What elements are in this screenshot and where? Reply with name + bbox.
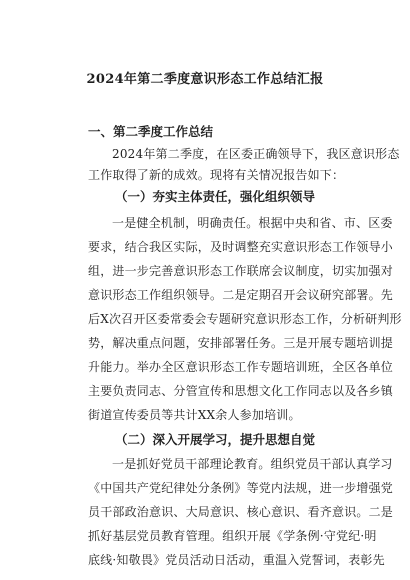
paragraph-line: 员干部政治意识、大局意识、核心意识、看齐意识。二是: [88, 505, 394, 519]
paragraph-line: 底线·知敬畏》党员活动日活动，重温入党誓词，表彰先: [88, 553, 385, 567]
paragraph-line: 势，解决重点问题，安排部署任务。三是开展专题培训提: [88, 336, 394, 350]
paragraph-line: 要求，结合我区实际，及时调整充实意识形态工作领导小: [88, 240, 394, 254]
paragraph-line: 主要负责同志、分管宣传和思想文化工作同志以及各乡镇: [88, 384, 394, 398]
section-heading-1: 一、第二季度工作总结: [88, 124, 214, 139]
paragraph-line: 组，进一步完善意识形态工作联席会议制度，切实加强对: [88, 264, 394, 278]
paragraph-line: 一是抓好党员干部理论教育。组织党员干部认真学习: [112, 457, 393, 471]
subsection-heading-1: （一）夯实主体责任，强化组织领导: [115, 189, 316, 204]
subsection-heading-2: （二）深入开展学习，提升思想自觉: [115, 432, 316, 447]
paragraph-line: 抓好基层党员教育管理。组织开展《学条例·守党纪·明: [88, 529, 377, 543]
paragraph-line: 工作取得了新的成效。现将有关情况报告如下：: [88, 168, 345, 182]
document-title: 2024年第二季度意识形态工作总结汇报: [86, 72, 324, 87]
paragraph-line: 一是健全机制，明确责任。根据中央和省、市、区委: [112, 216, 393, 230]
paragraph-line: 升能力。举办全区意识形态工作专题培训班，全区各单位: [88, 360, 394, 374]
paragraph-line: 后X次召开区委常委会专题研究意识形态工作，分析研判形: [88, 312, 402, 326]
paragraph-line: 街道宣传委员等共计XX余人参加培训。: [88, 408, 301, 422]
paragraph-line: 《中国共产党纪律处分条例》等党内法规，进一步增强党: [88, 481, 394, 495]
paragraph-line: 2024年第二季度，在区委正确领导下，我区意识形态: [112, 147, 400, 161]
paragraph-line: 意识形态工作组织领导。二是定期召开会议研究部署。先: [88, 288, 394, 302]
